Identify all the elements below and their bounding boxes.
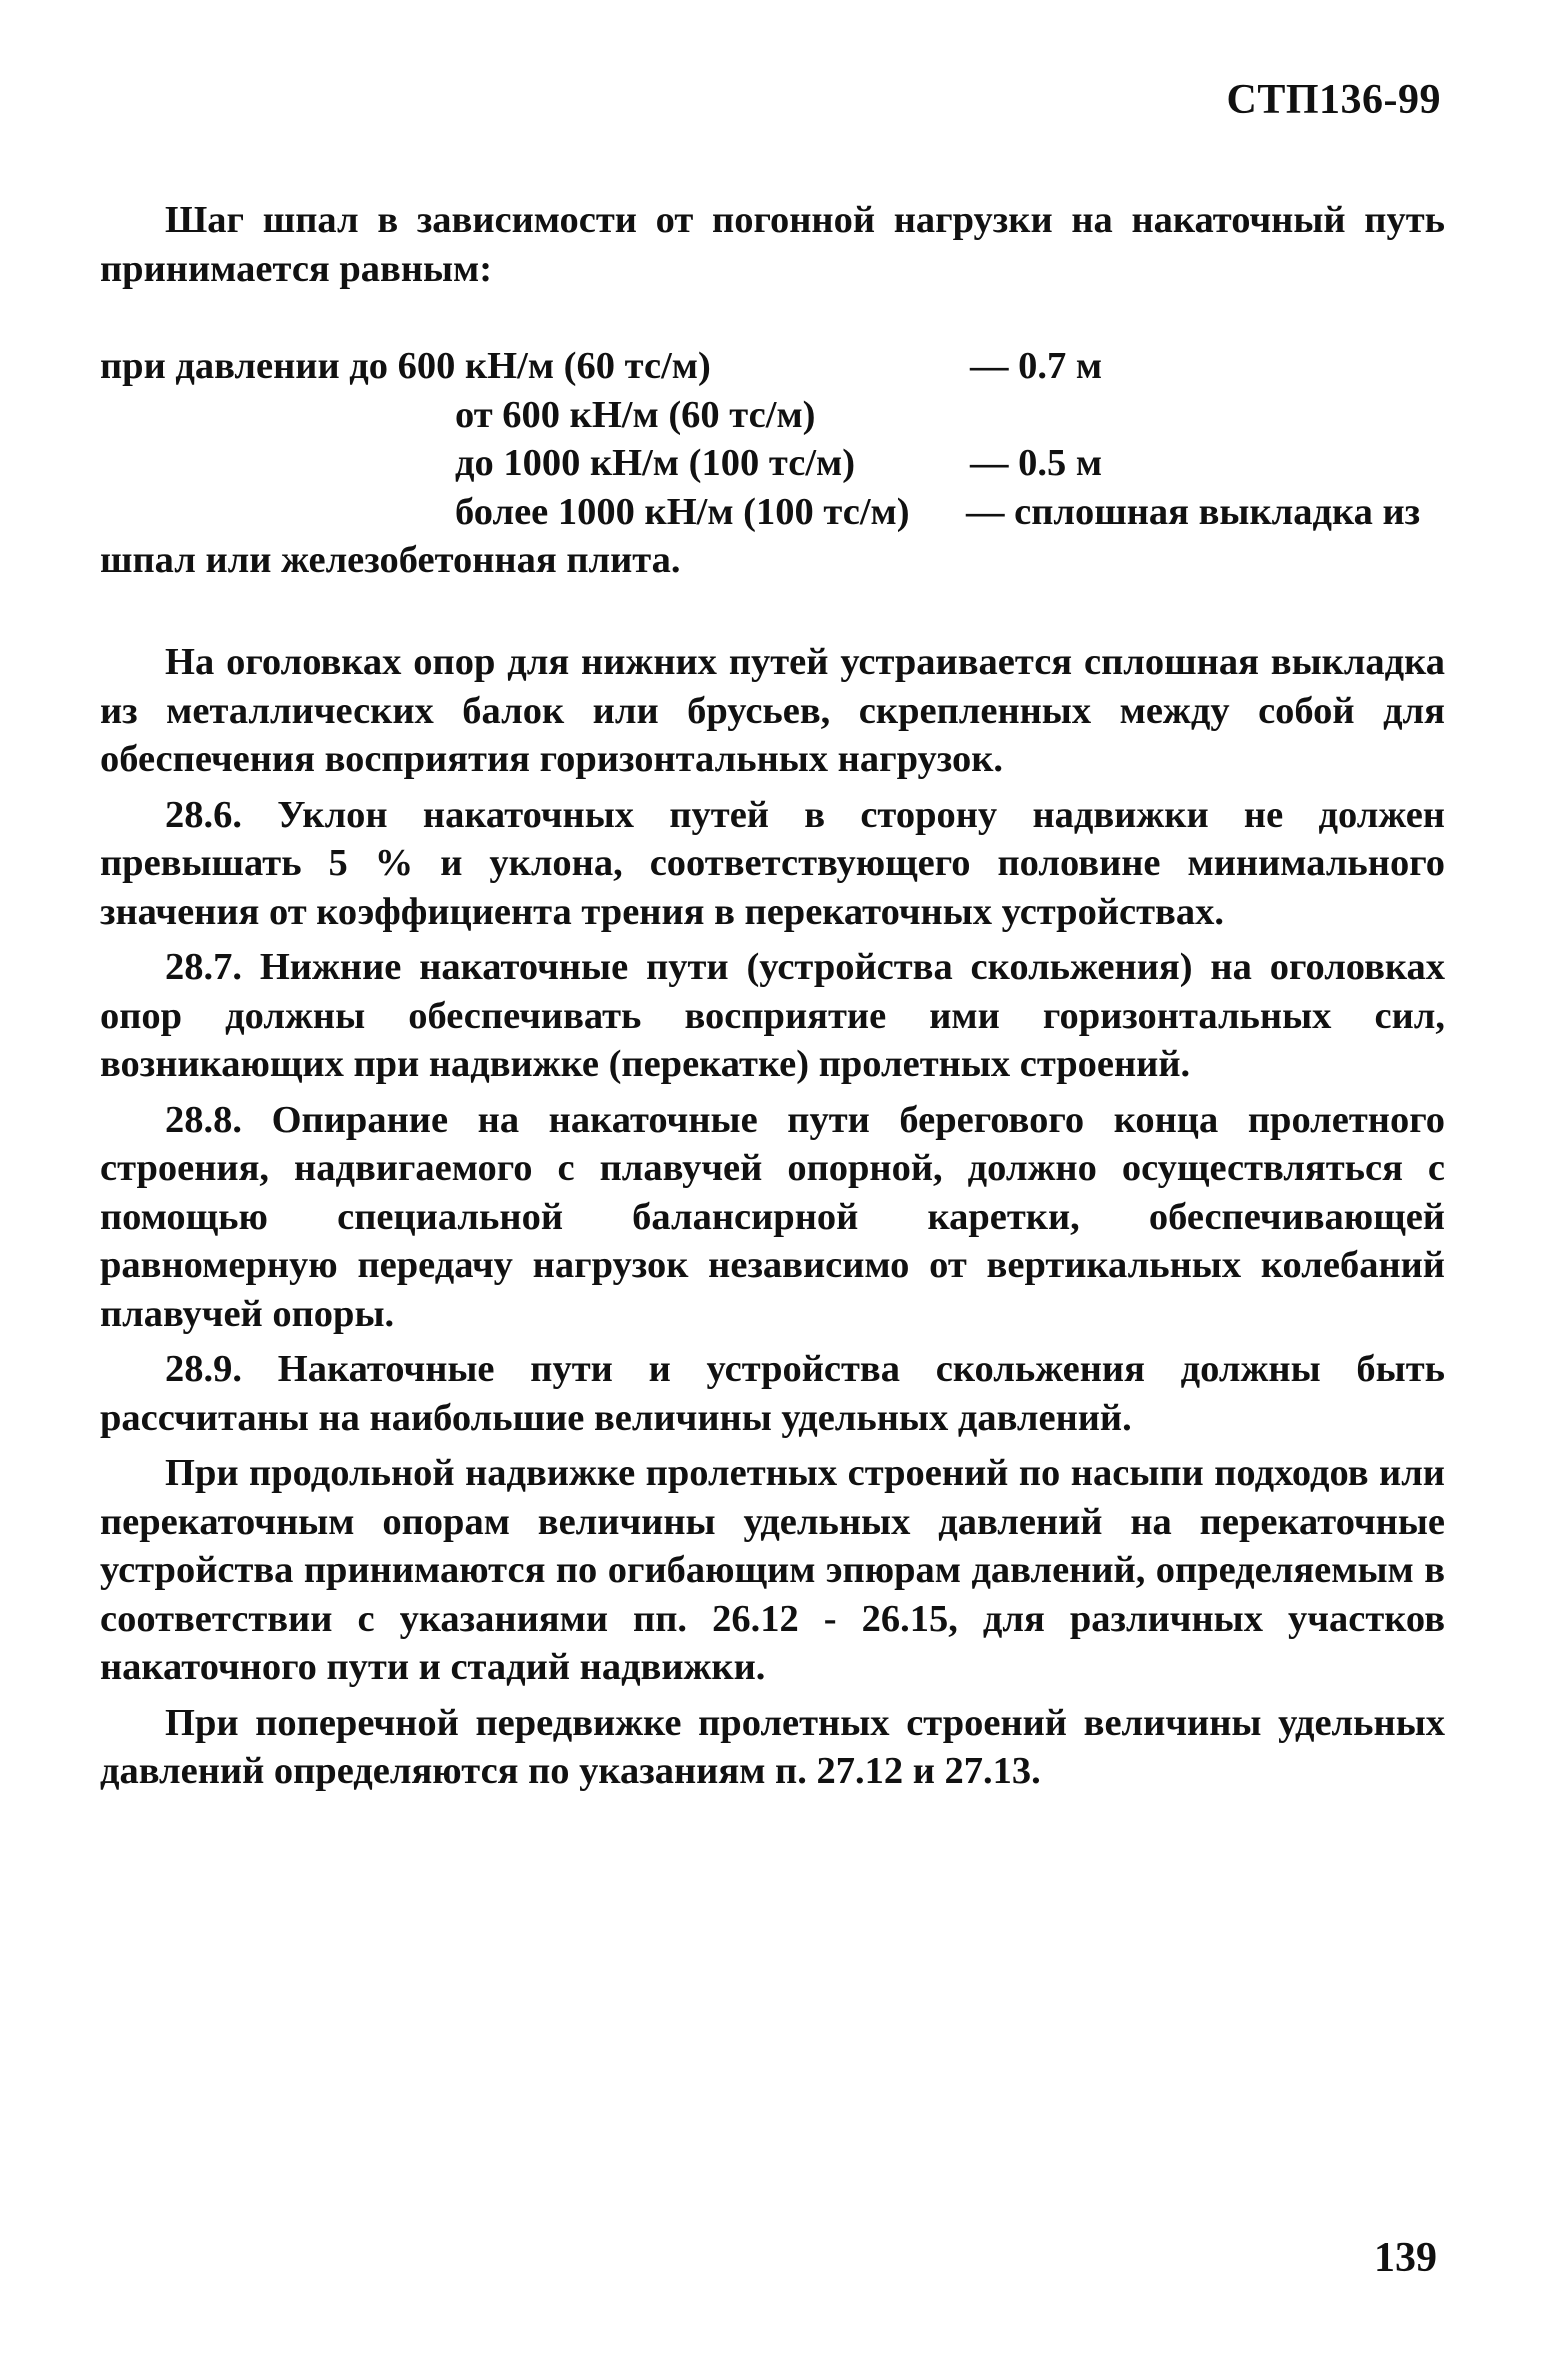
paragraph-28-9: 28.9. Накаточные пути и устройства скольжения должны быть рассчитаны на наибольшие величины удельных давлений. [100, 1348, 1445, 1439]
table-row [100, 488, 1445, 537]
document-code: СТП136-99 [1226, 77, 1441, 123]
row-condition: от 600 кН/м (60 тс/м) [455, 393, 816, 436]
table-tail-row [100, 536, 1445, 585]
row-value: — сплошная выкладка из [966, 490, 1421, 533]
main-text-block [100, 638, 1445, 1796]
row-condition: более 1000 кН/м (100 тс/м) [455, 490, 910, 533]
sleeper-spacing-table [100, 342, 1445, 585]
paragraph-28-8: 28.8. Опирание на накаточные пути берегового конца пролетного строения, надвигаемого с плавучей опорной, должно осуществляться с помощью специальной балансирной каретки, обеспечивающей равномерную передачу нагрузок независимо от вертикальных колебаний плавучей опоры. [100, 1098, 1445, 1335]
row-value: — 0.5 м [970, 442, 1103, 484]
table-tail-text: шпал или железобетонная плита. [100, 539, 681, 581]
intro-block [100, 196, 1445, 293]
paragraph-28-7: 28.7. Нижние накаточные пути (устройства скольжения) на оголовках опор должны обеспечивать восприятие ими горизонтальных сил, возникающих при надвижке (перекатке) пролетных строений. [100, 946, 1445, 1085]
row-condition: до 1000 кН/м (100 тс/м) [455, 442, 856, 484]
page-number: 139 [1374, 2235, 1437, 2281]
paragraph: При поперечной передвижке пролетных строений величины удельных давлений определяются по указаниям п. 27.12 и 27.13. [100, 1701, 1445, 1792]
row-value: — 0.7 м [970, 345, 1103, 387]
intro-paragraph: Шаг шпал в зависимости от погонной нагрузки на накаточный путь принимается равным: [100, 199, 1445, 290]
paragraph: При продольной надвижке пролетных строений по насыпи подходов или перекаточным опорам величины удельных давлений на перекаточные устройства принимаются по огибающим эпюрам давлений, определяемым в соответствии с указаниями пп. 26.12 - 26.15, для различных участков накаточного пути и стадий надвижки. [100, 1452, 1445, 1688]
table-row [100, 439, 1445, 488]
table-row [100, 342, 1445, 391]
paragraph: На оголовках опор для нижних путей устраивается сплошная выкладка из металлических балок или брусьев, скрепленных между собой для обеспечения восприятия горизонтальных нагрузок. [100, 641, 1445, 780]
paragraph-28-6: 28.6. Уклон накаточных путей в сторону надвижки не должен превышать 5 % и уклона, соответствующего половине минимального значения от коэффициента трения в перекаточных устройствах. [100, 793, 1445, 933]
row-condition: при давлении до 600 кН/м (60 тс/м) [100, 345, 711, 387]
table-row [100, 391, 1445, 440]
